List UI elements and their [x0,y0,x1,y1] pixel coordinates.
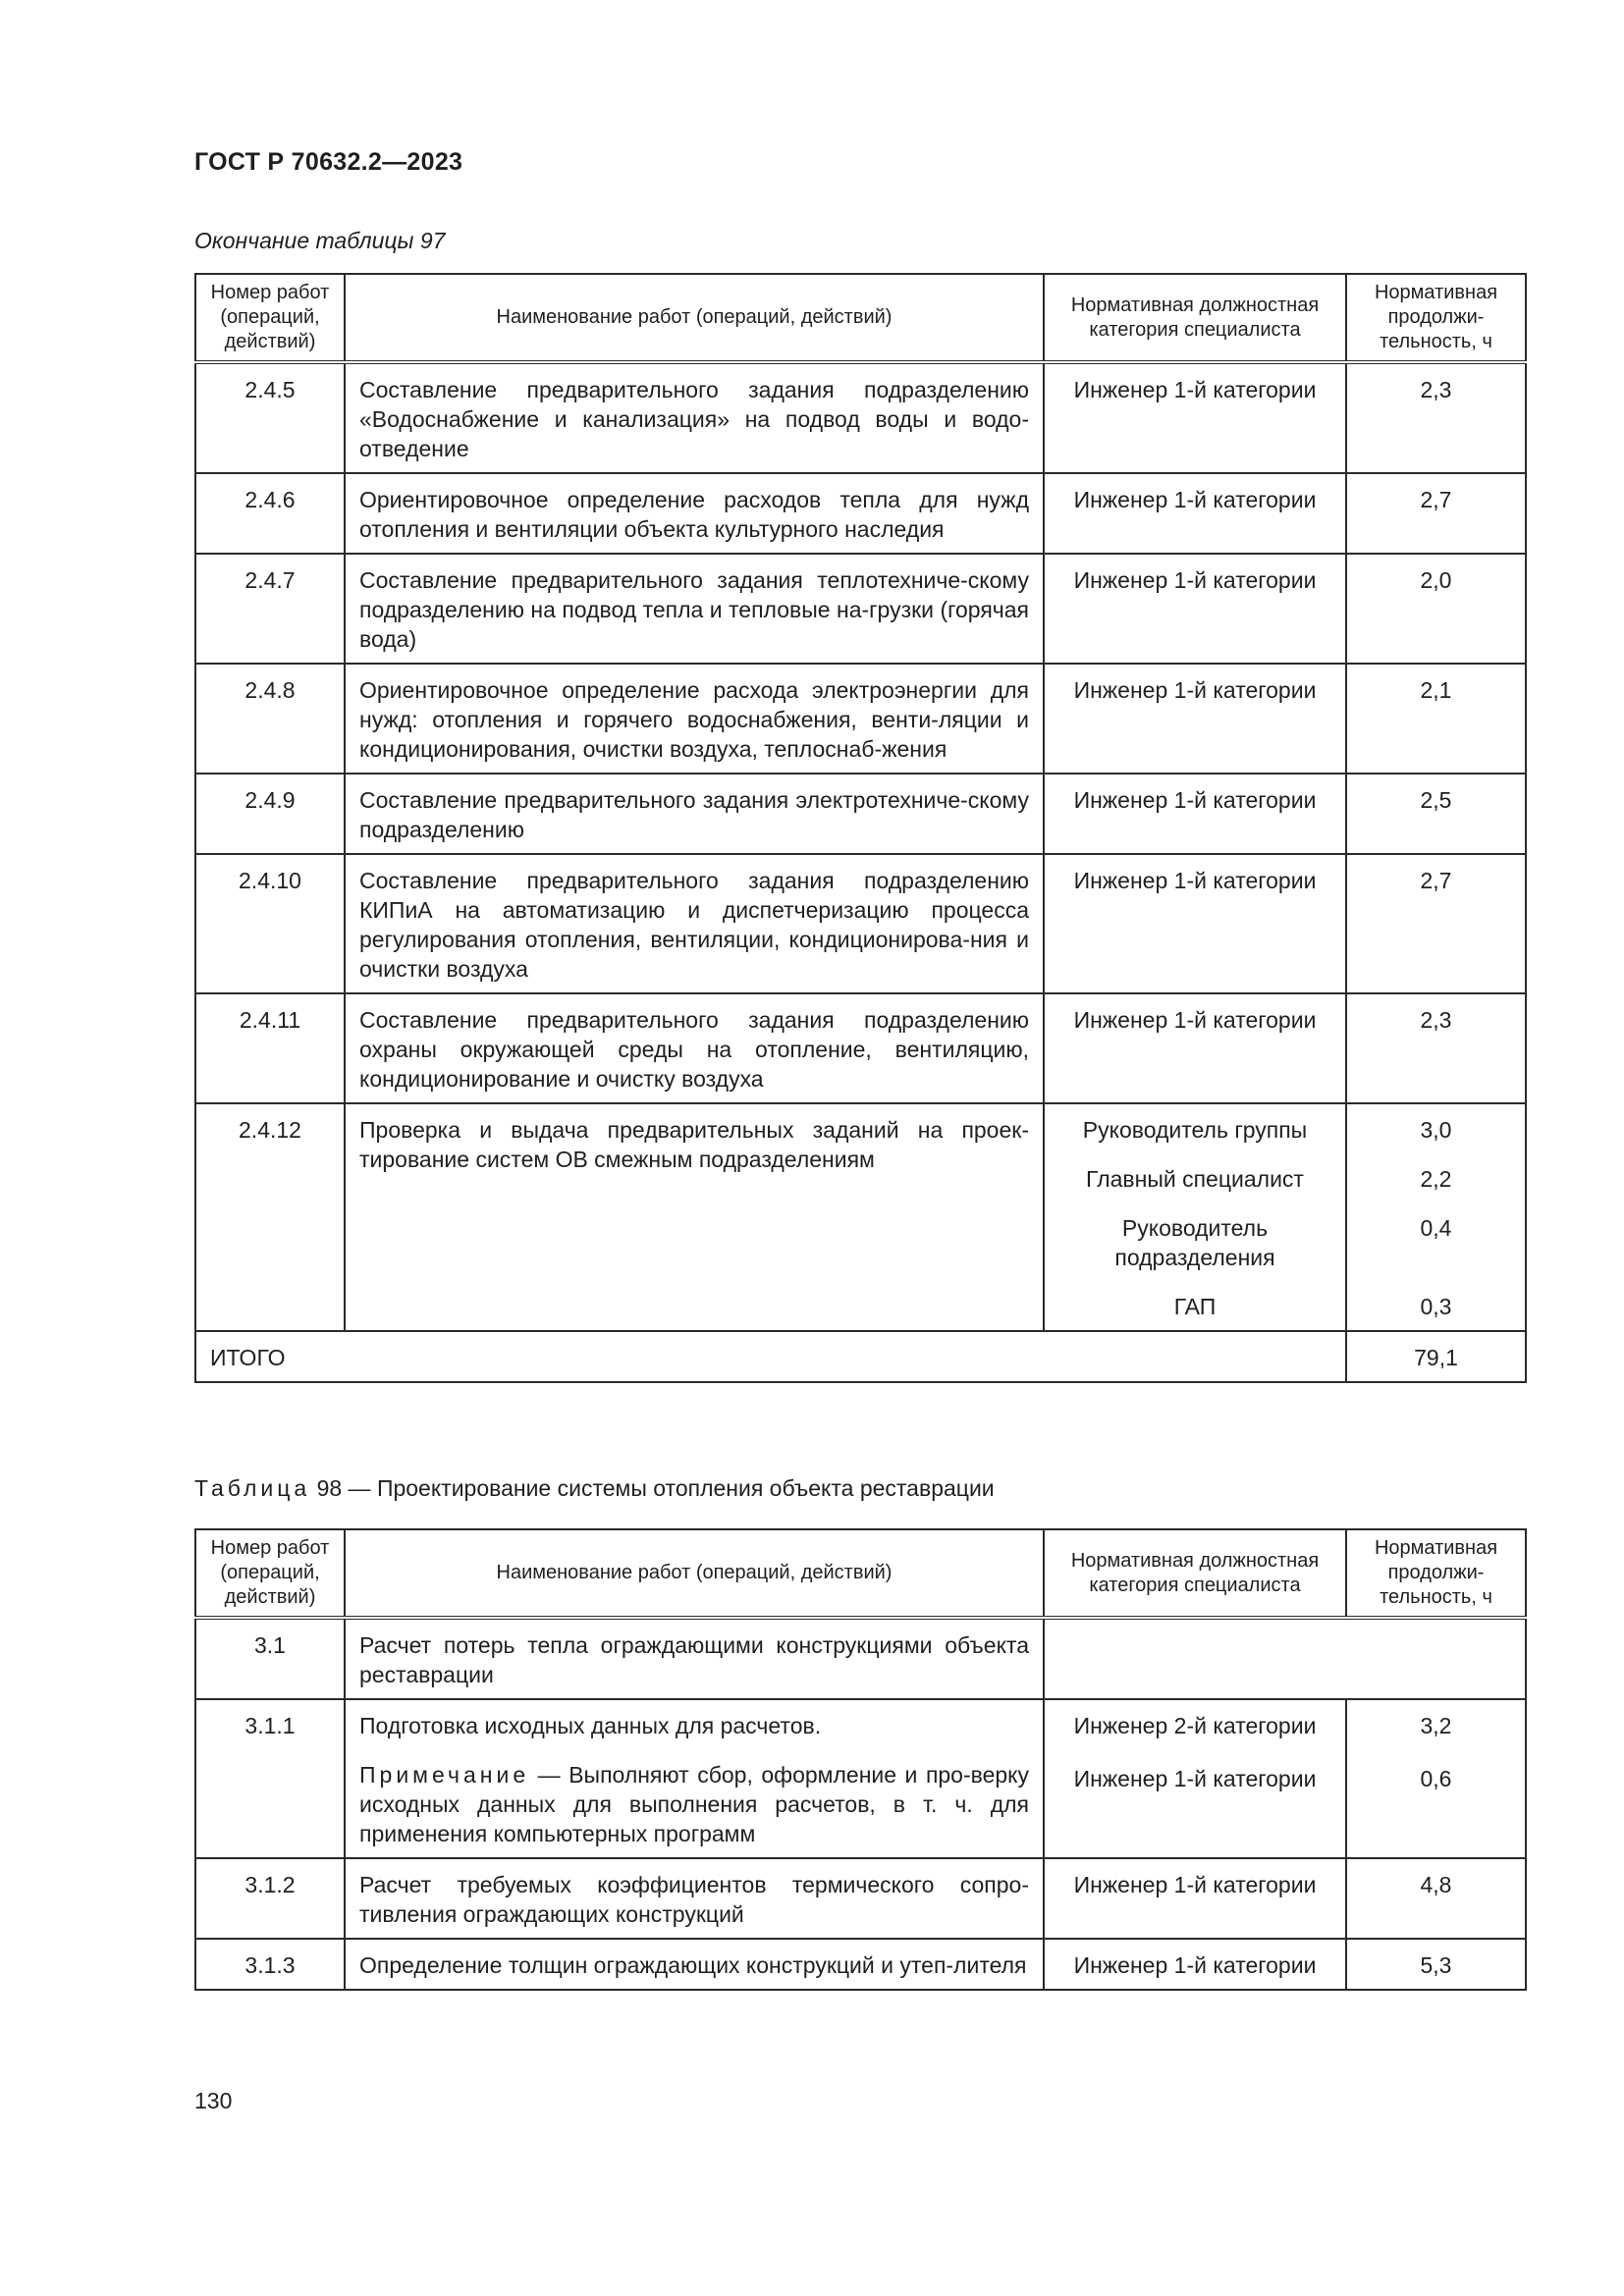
column-header-number: Номер работ (операций, действий) [195,1529,345,1618]
row-number: 3.1.2 [195,1858,345,1939]
row-duration: 2,7 [1346,854,1526,993]
row-category: Инженер 1-й категории [1044,774,1346,854]
row-number: 2.4.6 [195,473,345,554]
row-number: 2.4.9 [195,774,345,854]
row-number: 2.4.5 [195,362,345,473]
row-duration: 2,2 [1420,1166,1452,1192]
row-number: 2.4.11 [195,993,345,1103]
row-category: Инженер 1-й категории [1044,554,1346,664]
row-duration: 3,0 [1420,1117,1452,1143]
row-category: Инженер 1-й категории [1044,1858,1346,1939]
note-word: Примечание [359,1762,530,1788]
row-category: ГАП [1173,1294,1217,1319]
row-category: Инженер 1-й категории [1044,473,1346,554]
row-category: Руководитель группы [1082,1117,1308,1143]
row-number: 2.4.12 [195,1103,345,1331]
row-name: Составление предварительного задания подразделению охраны окружающей среды на отопление, вентиляцию, кондиционирование и очистку воздуха [345,993,1044,1103]
table-98-caption [194,1475,995,1502]
row-number: 3.1 [195,1618,345,1699]
total-value: 79,1 [1346,1331,1526,1382]
table-header-row [195,1529,1526,1618]
table-row [195,554,1526,664]
row-name: Ориентировочное определение расхода электроэнергии для нужд: отопления и горячего водоснабжения, венти-ляции и кондиционирования, очистки воздуха, теплоснаб-жения [345,664,1044,774]
row-duration: 4,8 [1346,1858,1526,1939]
table-row [195,1939,1526,1990]
column-header-name: Наименование работ (операций, действий) [345,1529,1044,1618]
row-category: Инженер 1-й категории [1044,854,1346,993]
row-name: Составление предварительного задания теплотехниче-скому подразделению на подвод тепла и тепловые на-грузки (горячая вода) [345,554,1044,664]
table-row [195,1103,1526,1331]
row-category-list [1044,1699,1346,1858]
column-header-category: Нормативная должностная категория специалиста [1044,1529,1346,1618]
row-name: Ориентировочное определение расходов тепла для нужд отопления и вентиляции объекта культурного наследия [345,473,1044,554]
row-name: Составление предварительного задания подразделению «Водоснабжение и канализация» на подвод воды и водо-отведение [345,362,1044,473]
row-number: 3.1.1 [195,1699,345,1858]
table-row [195,1858,1526,1939]
row-category: Инженер 1-й категории [1044,1939,1346,1990]
row-duration: 2,7 [1346,473,1526,554]
row-duration: 2,3 [1346,362,1526,473]
document-title: ГОСТ Р 70632.2—2023 [194,148,463,176]
table-row [195,774,1526,854]
row-category: Инженер 2-й категории [1073,1713,1317,1738]
column-header-duration: Нормативная продолжи-тельность, ч [1346,274,1526,362]
row-category: Руководитель подразделения [1114,1215,1275,1270]
row-duration: 2,0 [1346,554,1526,664]
row-note [359,1760,1029,1848]
column-header-category: Нормативная должностная категория специалиста [1044,274,1346,362]
table-row [195,854,1526,993]
row-duration: 0,4 [1420,1215,1452,1241]
row-duration: 5,3 [1346,1939,1526,1990]
row-category: Инженер 1-й категории [1044,664,1346,774]
table-continuation-caption: Окончание таблицы 97 [194,228,446,253]
row-duration-list [1346,1103,1526,1331]
table-row [195,664,1526,774]
table-caption-word: Таблица [194,1475,311,1501]
table-caption-text: 98 — Проектирование системы отопления объекта реставрации [316,1475,995,1501]
row-number: 3.1.3 [195,1939,345,1990]
row-name-text: Подготовка исходных данных для расчетов. [359,1713,822,1738]
total-label: ИТОГО [195,1331,1346,1382]
table-row [195,362,1526,473]
row-name: Расчет потерь тепла ограждающими конструкциями объекта реставрации [345,1618,1044,1699]
table-row [195,473,1526,554]
table-row [195,993,1526,1103]
row-duration: 2,1 [1346,664,1526,774]
row-duration: 2,3 [1346,993,1526,1103]
table-row [195,1699,1526,1858]
row-number: 2.4.8 [195,664,345,774]
row-name: Составление предварительного задания электротехниче-скому подразделению [345,774,1044,854]
row-category: Главный специалист [1086,1166,1304,1192]
row-name: Составление предварительного задания подразделению КИПиА на автоматизацию и диспетчеризацию процесса регулирования отопления, вентиляции, кондиционирова-ния и очистки воздуха [345,854,1044,993]
row-duration-list [1346,1699,1526,1858]
row-name [345,1699,1044,1858]
row-category: Инженер 1-й категории [1044,362,1346,473]
table-98 [194,1528,1527,1991]
column-header-name: Наименование работ (операций, действий) [345,274,1044,362]
row-name: Расчет требуемых коэффициентов термического сопро-тивления ограждающих конструкций [345,1858,1044,1939]
column-header-number: Номер работ (операций, действий) [195,274,345,362]
row-number: 2.4.7 [195,554,345,664]
row-name: Проверка и выдача предварительных заданий на проек-тирование систем ОВ смежным подразделениям [345,1103,1044,1331]
table-97 [194,273,1527,1383]
row-category: Инженер 1-й категории [1073,1766,1317,1791]
row-category: Инженер 1-й категории [1044,993,1346,1103]
row-duration: 0,3 [1420,1294,1452,1319]
row-duration: 2,5 [1346,774,1526,854]
row-empty-cell [1044,1618,1526,1699]
table-header-row [195,274,1526,362]
page-number: 130 [194,2088,233,2113]
row-duration: 3,2 [1420,1713,1452,1738]
total-row [195,1331,1526,1382]
note-text: — Выполняют сбор, оформление и про-верку исходных данных для выполнения расчетов, в т. ч. для применения компьютерных программ [359,1762,1029,1846]
table-row [195,1618,1526,1699]
column-header-duration: Нормативная продолжи-тельность, ч [1346,1529,1526,1618]
row-duration: 0,6 [1420,1766,1452,1791]
row-name: Определение толщин ограждающих конструкций и утеп-лителя [345,1939,1044,1990]
row-category-list [1044,1103,1346,1331]
row-number: 2.4.10 [195,854,345,993]
